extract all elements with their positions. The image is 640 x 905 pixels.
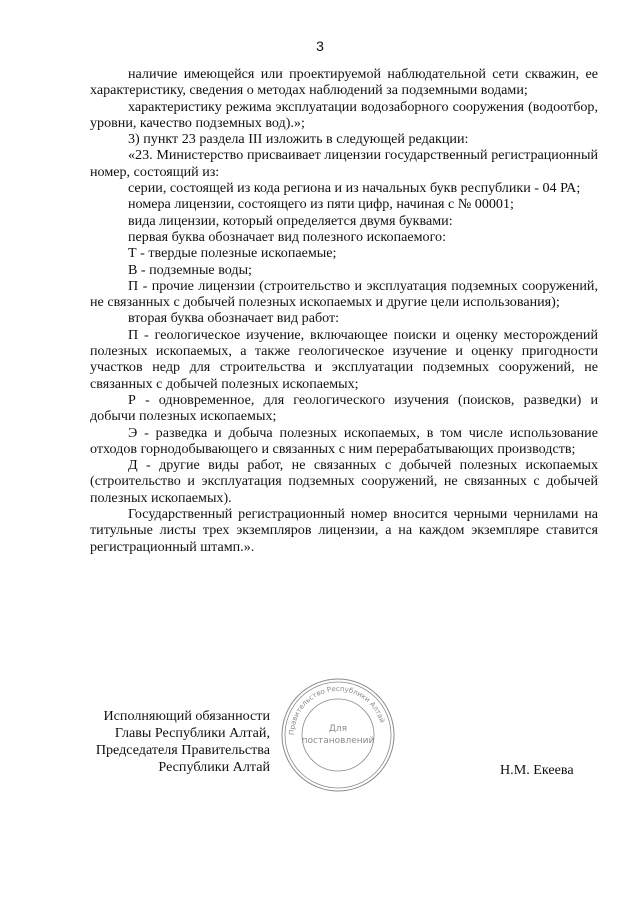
page-number: 3 [316, 38, 324, 54]
paragraph: В - подземные воды; [128, 261, 252, 278]
signatory-line: Председателя Правительства [95, 742, 270, 758]
paragraph: «23. Министерство присваивает лицензии государственный регистрационный номер, состоящий из: [90, 147, 598, 180]
paragraph: Э - разведка и добыча полезных ископаемых, в том числе использование отходов горнодобывающего и связанных с ним перерабатывающих производств; [90, 424, 598, 457]
paragraph: серии, состоящей из кода региона и из начальных букв республики - 04 РА; [128, 180, 581, 197]
paragraph: Р - одновременное, для геологического изучения (поисков, разведки) и добычи полезных ископаемых; [90, 391, 598, 425]
stamp-ring-text: Правительство Республики Алтай [287, 684, 387, 736]
signatory-position [80, 708, 270, 776]
signatory-line: Республики Алтай [158, 759, 270, 775]
signatory-line: Главы Республики Алтай, [114, 725, 270, 741]
stamp-inner-line: постановлений [301, 736, 375, 746]
paragraph: Т - твердые полезные ископаемые; [128, 245, 337, 262]
paragraph: номера лицензии, состоящего из пяти цифр, начиная с № 00001; [128, 196, 514, 213]
paragraph: характеристику режима эксплуатации водозаборного сооружения (водоотбор, уровни, качество подземных вод).»; [90, 98, 598, 131]
official-stamp [278, 675, 398, 795]
paragraph: Д - другие виды работ, не связанных с добычей полезных ископаемых (строительство и эксплуатация подземных сооружений, не связанных с добычей полезных ископаемых). [90, 457, 598, 506]
signatory-line: Исполняющий обязанности [103, 708, 270, 724]
signatory-name: Н.М. Екеева [500, 762, 574, 778]
document-body [90, 66, 598, 555]
paragraph: наличие имеющейся или проектируемой наблюдательной сети скважин, ее характеристику, сведения о методах наблюдений за подземными водами; [90, 66, 598, 99]
paragraph: 3) пункт 23 раздела III изложить в следующей редакции: [128, 131, 469, 148]
paragraph: Государственный регистрационный номер вносится черными чернилами на титульные листы трех экземпляров лицензии, а на каждом экземпляре ставится регистрационный штамп.». [90, 506, 598, 555]
stamp-inner-line: Для [328, 724, 348, 734]
paragraph: первая буква обозначает вид полезного ископаемого: [128, 228, 446, 245]
paragraph: вторая буква обозначает вид работ: [128, 310, 340, 327]
paragraph: П - геологическое изучение, включающее поиски и оценку месторождений полезных ископаемых, а также геологическое изучение и оценку пригодности участков недр для строительства и эксплуатации подземных сооружений, не связанных с добычей полезных ископаемых; [90, 326, 598, 392]
paragraph: П - прочие лицензии (строительство и эксплуатация подземных сооружений, не связанных с добычей полезных ископаемых и другие цели использования); [90, 277, 598, 311]
paragraph: вида лицензии, который определяется двумя буквами: [128, 212, 453, 229]
